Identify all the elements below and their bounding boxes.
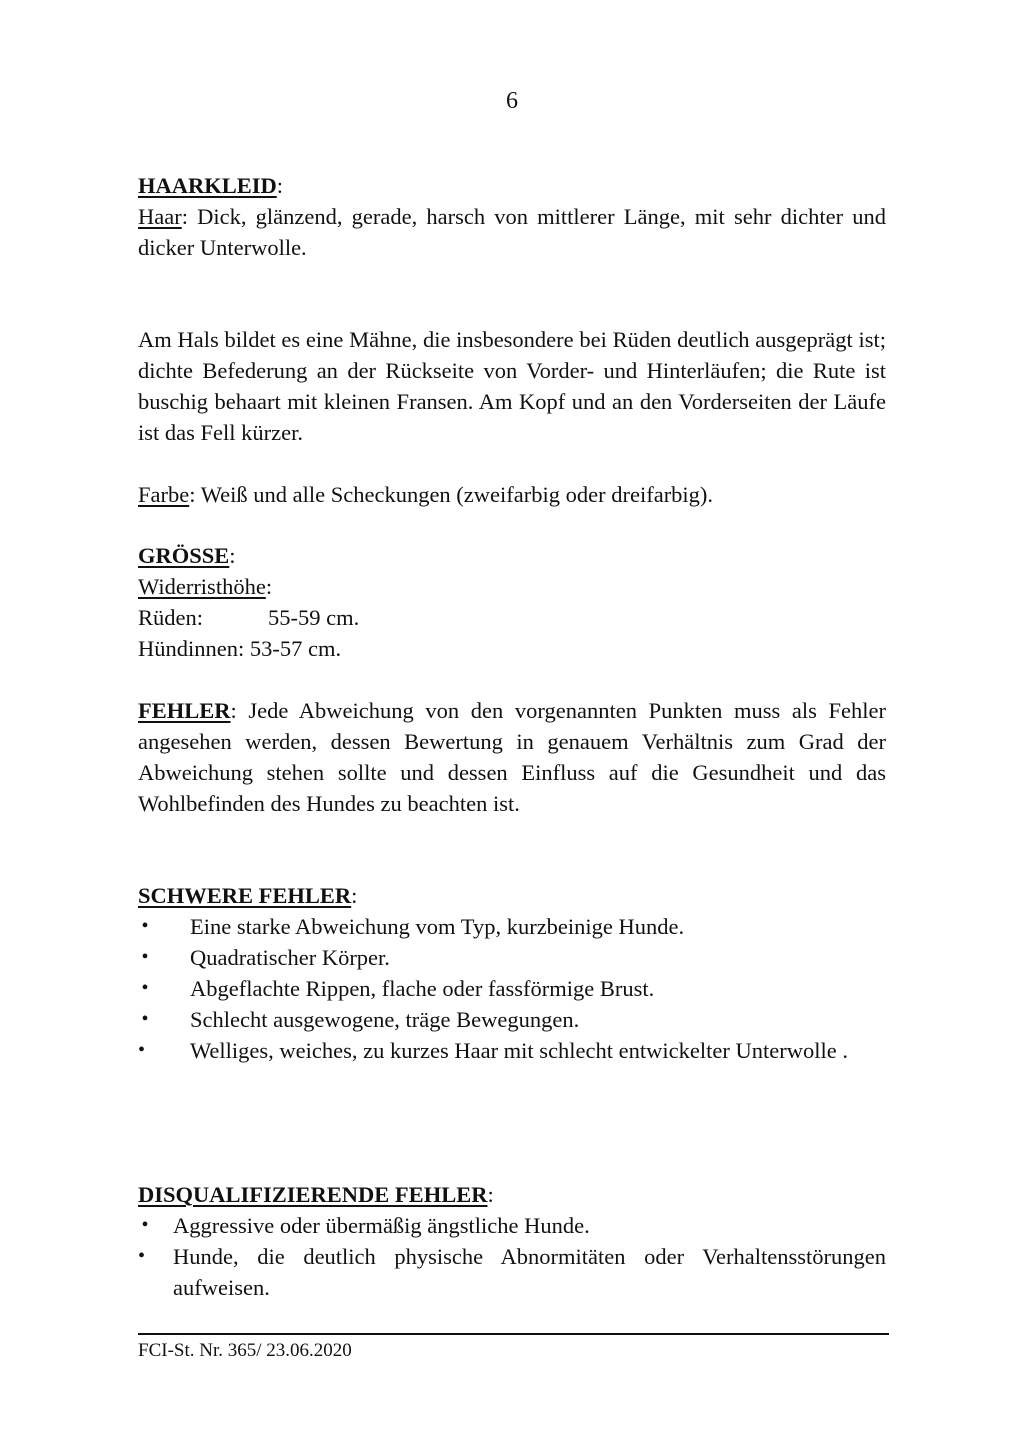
list-item-text: Schlecht ausgewogene, träge Bewegungen.: [190, 1007, 580, 1032]
section-groesse: [138, 540, 886, 664]
size-row-rueden: [138, 602, 886, 633]
size-value: 53-57 cm.: [249, 636, 342, 661]
list-item-text: Quadratischer Körper.: [190, 945, 390, 970]
list-item-text: Aggressive oder übermäßig ängstliche Hunde.: [173, 1213, 590, 1238]
bullet-icon: •: [138, 1245, 146, 1267]
section-disqualifizierende-fehler: [138, 1179, 886, 1303]
bullet-icon: •: [141, 946, 149, 968]
heading-disqualifizierende-fehler: DISQUALIFIZIERENDE FEHLER: [138, 1182, 488, 1207]
list-item: [138, 1241, 886, 1303]
heading-schwere-fehler: SCHWERE FEHLER: [138, 883, 352, 908]
footer-reference: FCI-St. Nr. 365/ 23.06.2020: [138, 1340, 352, 1361]
page-number: 6: [506, 88, 518, 114]
bullet-icon: •: [138, 1039, 146, 1061]
heading-fehler: FEHLER: [138, 698, 231, 723]
size-label: Hündinnen:: [138, 636, 245, 661]
list-item-text: Eine starke Abweichung vom Typ, kurzbeinige Hunde.: [190, 914, 685, 939]
farbe-text: : Weiß und alle Scheckungen (zweifarbig oder dreifarbig).: [189, 482, 714, 507]
footer-divider: [138, 1333, 889, 1335]
section-schwere-fehler: [138, 880, 886, 1066]
heading-colon: :: [487, 1182, 494, 1207]
widerristhoehe-label: Widerristhöhe: [138, 574, 266, 599]
bullet-icon: •: [141, 915, 149, 937]
haar-text: : Dick, glänzend, gerade, harsch von mittlerer Länge, mit sehr dichter und dicker Unterwolle.: [138, 204, 886, 260]
heading-colon: :: [351, 883, 358, 908]
bullet-icon: •: [141, 977, 149, 999]
farbe-label: Farbe: [138, 482, 190, 507]
size-label: Rüden:: [138, 605, 203, 630]
bullet-icon: •: [141, 1214, 149, 1236]
size-row-huendinnen: [138, 633, 886, 664]
haar-description: [138, 201, 886, 263]
list-item: [138, 911, 886, 942]
list-item: [138, 1004, 886, 1035]
haar-label: Haar: [138, 204, 182, 229]
bullet-icon: •: [141, 1008, 149, 1030]
list-item-text: Hunde, die deutlich physische Abnormitäten oder Verhaltensstörungen aufweisen.: [173, 1244, 886, 1300]
fehler-text: : Jede Abweichung von den vorgenannten Punkten muss als Fehler angesehen werden, dessen Bewertung in genauem Verhältnis zum Grad der Abweichung stehen sollte und dessen Einfluss auf die Gesundheit und das Wohlbefinden des Hundes zu beachten ist.: [138, 698, 886, 816]
list-item-text: Abgeflachte Rippen, flache oder fassförmige Brust.: [190, 976, 655, 1001]
section-fehler: [138, 695, 886, 819]
size-value: 55-59 cm.: [268, 605, 360, 630]
heading-haarkleid: HAARKLEID: [138, 173, 277, 198]
list-item: [138, 1035, 886, 1066]
heading-groesse: GRÖSSE: [138, 543, 230, 568]
haarkleid-paragraph: Am Hals bildet es eine Mähne, die insbesondere bei Rüden deutlich ausgeprägt ist; dichte Befederung an der Rückseite von Vorder- und Hinterläufen; die Rute ist buschig behaart mit kleinen Fransen. Am Kopf und an den Vorderseiten der Läufe ist das Fell kürzer.: [138, 327, 886, 445]
list-item: [138, 1210, 886, 1241]
list-item: [138, 942, 886, 973]
list-item: [138, 973, 886, 1004]
heading-colon: :: [276, 173, 284, 198]
label-colon: :: [265, 574, 273, 599]
section-haarkleid: [138, 170, 886, 263]
list-item-text: Welliges, weiches, zu kurzes Haar mit schlecht entwickelter Unterwolle .: [190, 1038, 848, 1063]
heading-colon: :: [229, 543, 236, 568]
farbe-line: [138, 479, 886, 510]
